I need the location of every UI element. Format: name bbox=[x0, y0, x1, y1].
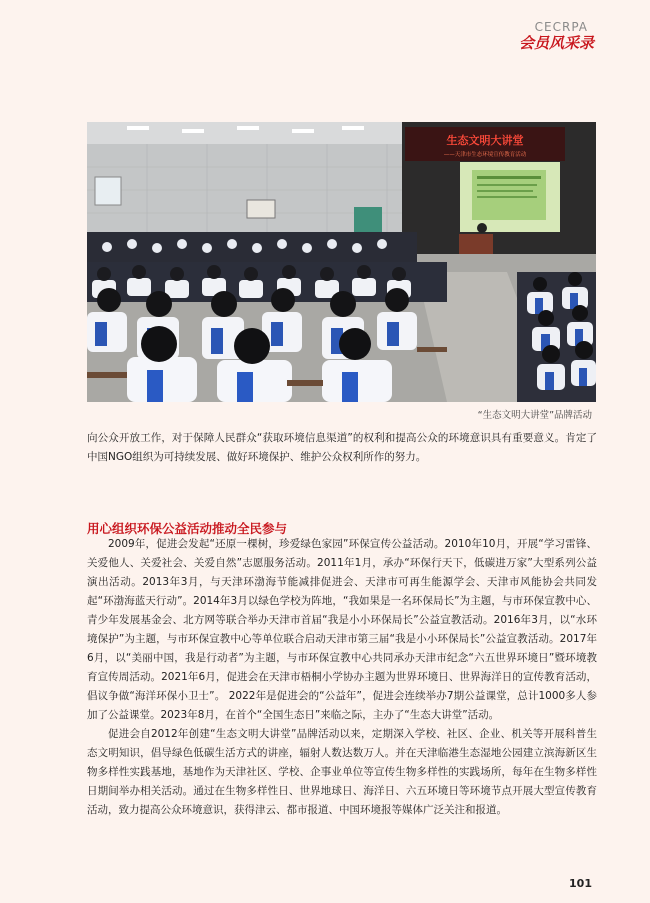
lecture-photo bbox=[87, 122, 596, 402]
section-paragraph-2: 促进会自2012年创建“生态文明大讲堂”品牌活动以来，定期深入学校、社区、企业、机关等开展科普生态文明知识，倡导绿色低碳生活方式的讲座，辐射人数达数万人。并在天津临港生态湿地公园建立滨海新区生物多样性实践基地，基地作为天津社区、学校、企事业单位等宣传生物多样性的实践场所，每年在生物多样性日期间举办相关活动。通过在生物多样性日、世界地球日、海洋日、六五环境日等环境节点开展大型宣传教育活动，致力提高公众环境意识，获得津云、都市报道、中国环境报等媒体广泛关注和报道。 bbox=[87, 728, 597, 816]
banner-subtitle: ——天津市生态环境宣传教育活动 bbox=[443, 152, 527, 158]
section-paragraph-1: 2009年，促进会发起“还原一棵树，珍爱绿色家园”环保宣传公益活动。2010年10月，开展“学习雷锋、关爱他人、关爱社会、关爱自然”志愿服务活动。2011年1月，承办“环保行天下，低碳进万家”大型系列公益演出活动。2013年3月，与天津环渤海节能减排促进会、天津市可再生能源学会、天津市风能协会共同发起“环渤海蓝天行动”。2014年3月以绿色学校为阵地，“我如果是一名环保局长”为主题，与市环保宣教中心、青少年发展基金会、北方网等联合举办天津市首届“我是小小环保局长”公益宣教活动。2016年3月，以“水环境保护”为主题，与市环保宣教中心等单位联合启动天津市第三届“我是小小环保局长”公益宣教活动。2017年6月，以“美丽中国，我是行动者”为主题，与市环保宣教中心共同承办天津市纪念“六五世界环境日”暨环境教育宣传周活动。2021年6月，促进会在天津市梧桐小学协办主题为世界环境日、世界海洋日的宣传教育活动，倡议争做“海洋环保小卫士”。 2022年是促进会的“公益年”，促进会连续举办7期公益课堂，总计1000多人参加了公益课堂。2023年8月，在首个“全国生态日”来临之际，主办了“生态大讲堂”活动。 bbox=[87, 538, 597, 721]
intro-paragraph bbox=[87, 429, 597, 467]
intro-text: 向公众开放工作，对于保障人民群众“获取环境信息渠道”的权利和提高公众的环境意识具有重要意义。肯定了中国NGO组织为可持续发展、做好环境保护、维护公众权利所作的努力。 bbox=[87, 432, 597, 463]
brand-chinese: 会员风采录 bbox=[518, 34, 594, 52]
photo-caption: “生态文明大讲堂”品牌活动 bbox=[477, 410, 592, 421]
section-body bbox=[87, 535, 597, 820]
section-title: 用心组织环保公益活动推动全民参与 bbox=[87, 521, 288, 536]
header-brand bbox=[519, 20, 594, 52]
brand-english: CECRPA bbox=[534, 20, 588, 34]
page-number: 101 bbox=[569, 877, 592, 890]
banner-title: 生态文明大讲堂 bbox=[446, 134, 524, 147]
